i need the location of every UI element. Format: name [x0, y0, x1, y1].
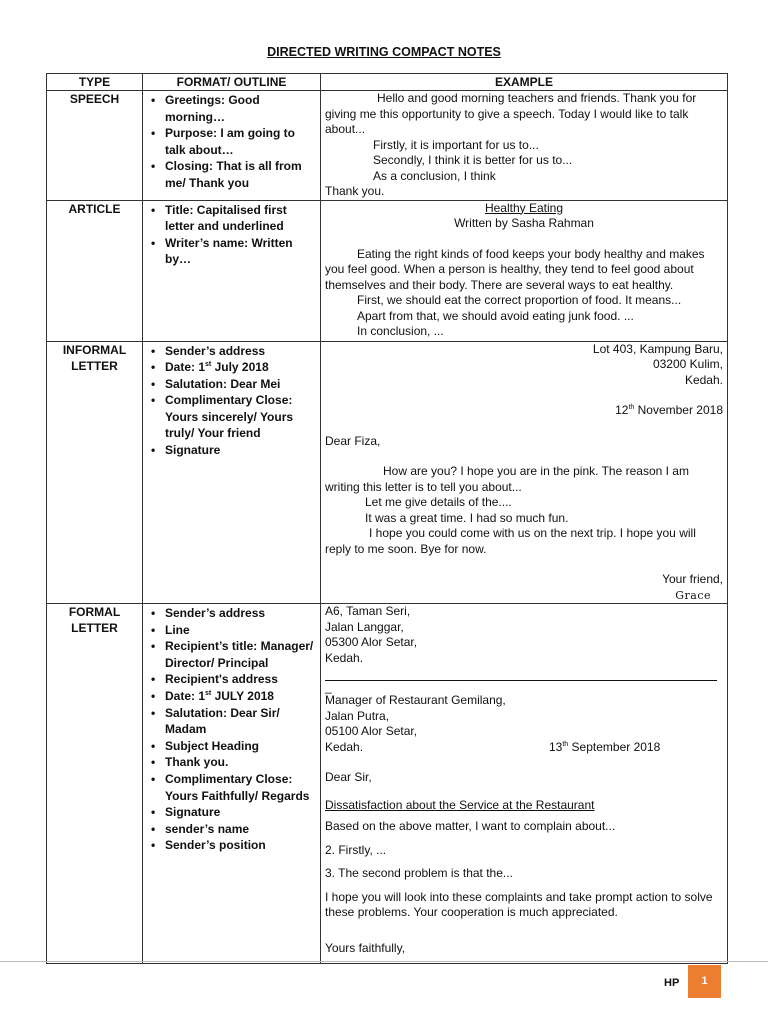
signature: Grace [675, 588, 711, 602]
format-item: • Writer’s name: Written by… [147, 235, 316, 268]
format-item: • Sender’s address [147, 605, 316, 622]
date-text: 12 [615, 403, 629, 417]
format-item: • Title: Capitalised first letter and underlined [147, 202, 316, 235]
type-speech: SPEECH [47, 91, 143, 201]
complimentary-close: Your friend, [662, 572, 723, 586]
row-formal-letter [47, 604, 728, 964]
date-suffix: st [205, 361, 212, 369]
letter-line: Let me give details of the.... [365, 495, 512, 509]
example-speech [321, 91, 728, 201]
format-formal-letter [143, 604, 321, 964]
format-informal-letter [143, 341, 321, 604]
format-item: • Greetings: Good morning… [147, 92, 316, 125]
format-item: • Line [147, 622, 316, 639]
date-text: Date: 1 [165, 360, 206, 375]
sender-address-line: Jalan Langgar, [325, 619, 404, 634]
example-formal-letter [321, 604, 728, 964]
format-item [147, 359, 316, 376]
row-article [47, 200, 728, 341]
speech-line: Firstly, it is important for us to... [373, 137, 539, 152]
date-text: 13 [549, 739, 563, 754]
article-line: First, we should eat the correct proportion of food. It means... [357, 293, 682, 307]
salutation: Dear Fiza, [325, 433, 381, 448]
article-heading: Healthy Eating [484, 200, 564, 215]
format-item: • Closing: That is all from me/ Thank you [147, 158, 316, 191]
date-text: JULY 2018 [211, 688, 274, 703]
page-number: 1 [688, 965, 721, 998]
type-article: ARTICLE [47, 200, 143, 341]
article-byline: Written by Sasha Rahman [454, 216, 594, 230]
recipient-address-line: Kedah. [325, 739, 364, 754]
row-informal-letter [47, 341, 728, 604]
letter-line: It was a great time. I had so much fun. [365, 510, 569, 525]
format-item: • Salutation: Dear Mei [147, 376, 316, 393]
format-item: • Sender’s address [147, 343, 316, 360]
example-article [321, 200, 728, 341]
subject-heading: Dissatisfaction about the Service at the Restaurant [325, 797, 595, 812]
article-line: Apart from that, we should avoid eating junk food. ... [357, 308, 634, 323]
document-title: DIRECTED WRITING COMPACT NOTES [267, 45, 501, 59]
article-paragraph: Eating the right kinds of food keeps your body healthy and makes you feel good. When a person is healthy, they tend to feel good about themselves and their body. There are several ways to eat healthy. [325, 246, 705, 292]
article-line: In conclusion, ... [357, 324, 444, 338]
speech-closing: Thank you. [325, 184, 385, 198]
type-line: LETTER [71, 358, 118, 373]
format-item: • Thank you. [147, 754, 316, 771]
date-text: Date: 1 [165, 688, 206, 703]
footer-label: HP [664, 977, 680, 989]
date-text: November 2018 [634, 403, 723, 417]
letter-paragraph: 3. The second problem is that the... [325, 866, 513, 880]
format-item: • Signature [147, 442, 316, 459]
format-speech [143, 91, 321, 201]
header-format: FORMAT/ OUTLINE [143, 74, 321, 91]
letter-date [325, 403, 723, 419]
sender-address-line: 03200 Kulim, [652, 357, 723, 371]
date-suffix: st [205, 689, 212, 697]
format-item: • Signature [147, 804, 316, 821]
type-line: LETTER [71, 621, 118, 635]
date-suffix: th [628, 404, 635, 411]
letter-paragraph: 2. Firstly, ... [325, 842, 387, 857]
speech-line: Secondly, I think it is better for us to... [373, 153, 573, 167]
type-line: FORMAL [68, 605, 121, 619]
recipient-address-line: 05100 Alor Setar, [325, 724, 418, 738]
separator-tail: _ [325, 680, 332, 694]
letter-paragraph: I hope you will look into these complaints and take prompt action to solve these problems. Your cooperation is much appreciated. [325, 889, 713, 919]
date-suffix: th [562, 740, 569, 748]
sender-address-line: 05300 Alor Setar, [325, 635, 418, 649]
letter-paragraph: How are you? I hope you are in the pink. The reason I am writing this letter is to tell you about... [325, 464, 689, 494]
recipient-address-line: Jalan Putra, [325, 708, 390, 723]
complimentary-close: Yours faithfully, [325, 940, 406, 955]
format-item: • Complimentary Close: Yours sincerely/ Yours truly/ Your friend [147, 392, 316, 442]
format-item: • sender’s name [147, 821, 316, 838]
format-item: • Subject Heading [147, 738, 316, 755]
date-text: September 2018 [568, 739, 661, 754]
page-footer [0, 961, 768, 998]
notes-table [46, 73, 728, 964]
recipient-address-and-date [325, 740, 723, 756]
format-item [147, 688, 316, 705]
header-row [47, 74, 728, 91]
header-example: EXAMPLE [321, 74, 728, 91]
type-formal-letter [47, 604, 143, 964]
type-line: INFORMAL [62, 342, 127, 357]
speech-line: As a conclusion, I think [373, 168, 496, 183]
format-item: • Recipient's address [147, 671, 316, 688]
row-speech [47, 91, 728, 201]
salutation: Dear Sir, [325, 770, 372, 784]
format-article [143, 200, 321, 341]
speech-paragraph: Hello and good morning teachers and friends. Thank you for giving me this opportunity to give a speech. Today I would like to talk about... [325, 91, 697, 136]
format-item: • Salutation: Dear Sir/ Madam [147, 705, 316, 738]
sender-address-line: Lot 403, Kampung Baru, [592, 341, 723, 356]
type-informal-letter [47, 341, 143, 604]
date-text: July 2018 [211, 360, 269, 375]
format-item: • Sender’s position [147, 837, 316, 854]
format-item: • Complimentary Close: Yours Faithfully/ Regards [147, 771, 316, 804]
recipient-address-line: Manager of Restaurant Gemilang, [325, 693, 506, 707]
example-informal-letter [321, 341, 728, 604]
sender-address-line: A6, Taman Seri, [325, 604, 411, 618]
sender-address-line: Kedah. [684, 372, 723, 387]
letter-paragraph: I hope you could come with us on the next trip. I hope you will reply to me soon. Bye for now. [325, 526, 696, 556]
format-item: • Purpose: I am going to talk about… [147, 125, 316, 158]
format-item: • Recipient’s title: Manager/ Director/ Principal [147, 638, 316, 671]
header-type: TYPE [47, 74, 143, 91]
letter-paragraph: Based on the above matter, I want to complain about... [325, 819, 616, 833]
separator-line [325, 666, 717, 681]
sender-address-line: Kedah. [325, 650, 364, 665]
